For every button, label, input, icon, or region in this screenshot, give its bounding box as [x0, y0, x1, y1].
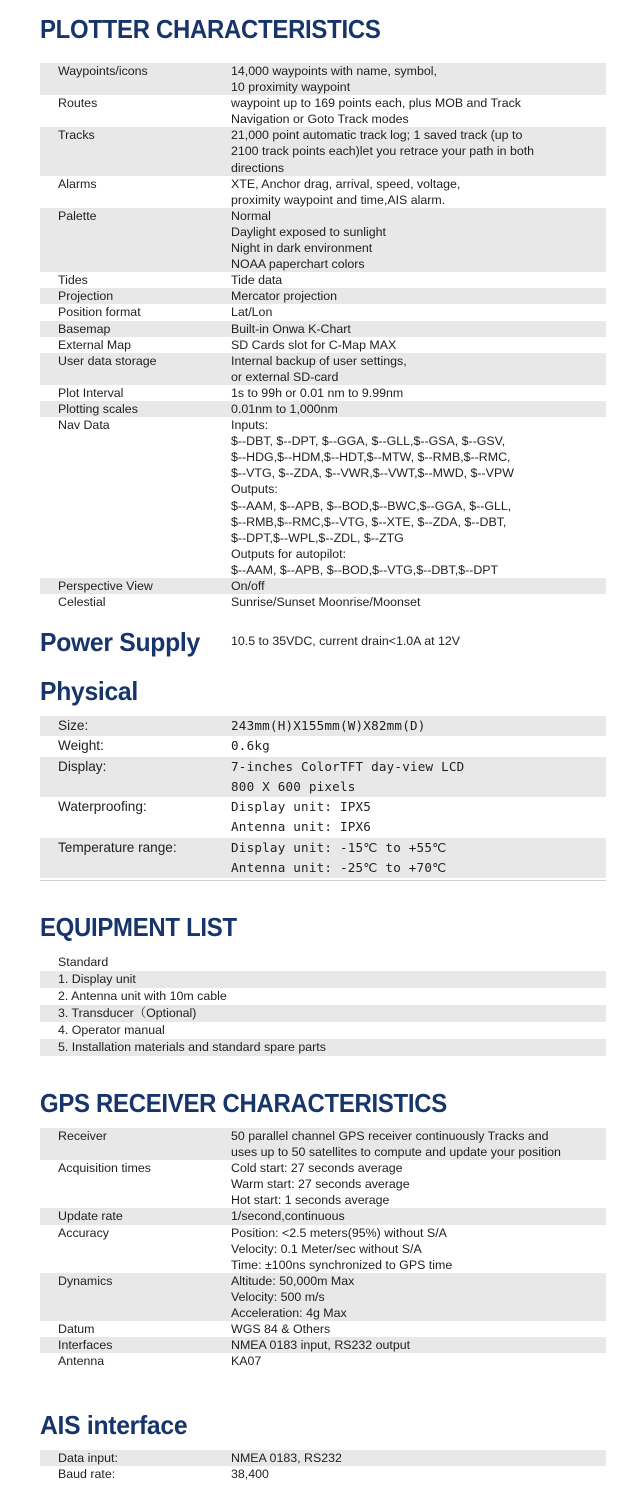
- spec-label: Datum: [40, 1321, 231, 1337]
- spec-value-line: $--DPT,$--WPL,$--ZDL, $--ZTG: [231, 530, 404, 545]
- spec-value-line: Tide data: [231, 273, 283, 288]
- spec-value: [231, 272, 606, 288]
- spec-row: [40, 401, 606, 417]
- spec-label: Alarms: [40, 176, 231, 208]
- spec-value-line: 0.6kg: [231, 738, 270, 754]
- spec-row: [40, 417, 606, 578]
- spec-label: External Map: [40, 337, 231, 353]
- spec-row: [40, 1128, 606, 1160]
- spec-value-line: uses up to 50 satellites to compute and update your position: [231, 1145, 561, 1160]
- spec-value-line: Inputs:: [231, 418, 269, 433]
- spec-row: [40, 797, 606, 838]
- spec-label: Size:: [40, 716, 231, 736]
- spec-value-line: Normal: [231, 208, 271, 223]
- spec-label: Projection: [40, 288, 231, 304]
- spec-value: [231, 797, 606, 838]
- spec-value: [231, 716, 606, 736]
- spec-row: [40, 736, 606, 756]
- spec-value: [231, 401, 606, 417]
- spec-value-line: Navigation or Goto Track modes: [231, 112, 409, 127]
- spec-value-line: Altitude: 50,000m Max: [231, 1273, 355, 1288]
- spec-label: Interfaces: [40, 1337, 231, 1353]
- spec-value-line: Acceleration: 4g Max: [231, 1306, 347, 1321]
- spec-row: [40, 321, 606, 337]
- spec-label: Data input:: [40, 1450, 231, 1466]
- spec-row: [40, 1273, 606, 1321]
- spec-value-line: NMEA 0183, RS232: [231, 1451, 342, 1465]
- spec-label: Tides: [40, 272, 231, 288]
- spec-value-line: Night in dark environment: [231, 241, 373, 256]
- spec-value-line: 50 parallel channel GPS receiver continuously Tracks and: [231, 1129, 549, 1143]
- spec-label: Palette: [40, 208, 231, 272]
- spec-value-line: 1s to 99h or 0.01 nm to 9.99nm: [231, 385, 404, 400]
- spec-value-line: Cold start: 27 seconds average: [231, 1161, 403, 1176]
- spec-row: [40, 304, 606, 320]
- spec-value-line: NOAA paperchart colors: [231, 257, 365, 272]
- spec-value-line: 800 X 600 pixels: [231, 778, 356, 794]
- spec-value-line: 7-inches ColorTFT day-view LCD: [231, 758, 465, 774]
- spec-value-line: 14,000 waypoints with name, symbol,: [231, 64, 437, 78]
- spec-label: Baud rate:: [40, 1466, 231, 1482]
- spec-value: [231, 1128, 606, 1160]
- list-item-text: 1. Display unit: [40, 971, 606, 988]
- spec-label: Tracks: [40, 127, 231, 175]
- spec-row: [40, 385, 606, 401]
- spec-row: [40, 1466, 606, 1482]
- physical-table: [40, 716, 606, 878]
- spec-value: [231, 578, 606, 594]
- spec-value-line: Time: ±100ns synchronized to GPS time: [231, 1257, 453, 1272]
- list-item: [40, 1022, 606, 1039]
- spec-value: [231, 417, 606, 578]
- spec-label: Antenna: [40, 1353, 231, 1369]
- plotter-title: PLOTTER CHARACTERISTICS: [40, 14, 381, 44]
- spec-label: Acquisition times: [40, 1160, 231, 1208]
- spec-label: Temperature range:: [40, 838, 231, 879]
- spec-row: [40, 63, 606, 95]
- spec-label: Dynamics: [40, 1273, 231, 1321]
- spec-value-line: waypoint up to 169 points each, plus MOB and Track: [231, 96, 521, 111]
- list-item-text: 2. Antenna unit with 10m cable: [40, 988, 606, 1005]
- spec-value: [231, 1450, 606, 1466]
- spec-value-line: Internal backup of user settings,: [231, 353, 407, 368]
- spec-label: Weight:: [40, 736, 231, 756]
- spec-value-line: 1/second,continuous: [231, 1209, 345, 1224]
- spec-value-line: Hot start: 1 seconds average: [231, 1193, 390, 1208]
- spec-row: [40, 716, 606, 736]
- spec-value-line: Velocity: 500 m/s: [231, 1289, 325, 1304]
- spec-label: Accuracy: [40, 1225, 231, 1273]
- spec-value-line: Display unit: -15℃ to +55℃: [231, 839, 447, 855]
- gps-table: [40, 1128, 606, 1369]
- spec-value: [231, 1160, 606, 1208]
- spec-row: [40, 127, 606, 175]
- spec-value-line: Outputs:: [231, 482, 278, 497]
- spec-value-line: Warm start: 27 seconds average: [231, 1177, 410, 1192]
- spec-value-line: 38,400: [231, 1467, 269, 1482]
- spec-row: [40, 1353, 606, 1369]
- equipment-title: EQUIPMENT LIST: [40, 912, 237, 942]
- spec-row: [40, 272, 606, 288]
- gps-title: GPS RECEIVER CHARACTERISTICS: [40, 1088, 447, 1118]
- spec-row: [40, 353, 606, 385]
- spec-value: [231, 1466, 606, 1482]
- spec-value-line: Daylight exposed to sunlight: [231, 224, 386, 239]
- spec-row: [40, 1321, 606, 1337]
- spec-value-line: 21,000 point automatic track log; 1 saved track (up to: [231, 128, 523, 143]
- spec-value-line: 243mm(H)X155mm(W)X82mm(D): [231, 718, 426, 733]
- spec-value-line: Sunrise/Sunset Moonrise/Moonset: [231, 595, 421, 610]
- spec-value: [231, 385, 606, 401]
- spec-row: [40, 337, 606, 353]
- spec-label: Nav Data: [40, 417, 231, 578]
- spec-row: [40, 1208, 606, 1224]
- list-item: [40, 1039, 606, 1056]
- spec-value: [231, 63, 606, 95]
- spec-label: Celestial: [40, 594, 231, 610]
- spec-value-line: directions: [231, 160, 285, 175]
- spec-value: [231, 176, 606, 208]
- spec-value-line: $--DBT, $--DPT, $--GGA, $--GLL,$--GSA, $--GSV,: [231, 434, 506, 449]
- spec-row: [40, 176, 606, 208]
- spec-label: Waterproofing:: [40, 797, 231, 838]
- physical-title: Physical: [40, 676, 138, 706]
- spec-value-line: Outputs for autopilot:: [231, 546, 347, 561]
- list-item-text: 3. Transducer（Optional): [40, 1005, 606, 1022]
- spec-value-line: Lat/Lon: [231, 305, 273, 320]
- spec-label: Waypoints/icons: [40, 63, 231, 95]
- list-item: [40, 988, 606, 1005]
- spec-label: Display:: [40, 757, 231, 798]
- spec-label: User data storage: [40, 353, 231, 385]
- power-title: Power Supply: [40, 627, 200, 657]
- list-item-text: Standard: [40, 954, 606, 971]
- spec-value: [231, 1353, 606, 1369]
- spec-value-line: Velocity: 0.1 Meter/sec without S/A: [231, 1241, 422, 1256]
- spec-row: [40, 1450, 606, 1466]
- spec-value-line: Mercator projection: [231, 289, 338, 304]
- spec-value-line: NMEA 0183 input, RS232 output: [231, 1338, 411, 1353]
- spec-row: [40, 95, 606, 127]
- spec-value-line: XTE, Anchor drag, arrival, speed, voltage,: [231, 176, 461, 191]
- spec-label: Plotting scales: [40, 401, 231, 417]
- spec-value-line: On/off: [231, 579, 265, 593]
- spec-value-line: proximity waypoint and time,AIS alarm.: [231, 192, 446, 207]
- spec-value: [231, 1321, 606, 1337]
- list-item: [40, 1005, 606, 1022]
- spec-value-line: Antenna unit: IPX6: [231, 819, 372, 835]
- spec-value-line: $--AAM, $--APB, $--BOD,$--BWC,$--GGA, $--GLL,: [231, 498, 512, 513]
- spec-value: [231, 594, 606, 610]
- spec-value: [231, 304, 606, 320]
- list-item: [40, 971, 606, 988]
- spec-value-line: $--HDG,$--HDM,$--HDT,$--MTW, $--RMB,$--RMC,: [231, 450, 511, 465]
- spec-value-line: Display unit: IPX5: [231, 799, 372, 815]
- spec-value-line: or external SD-card: [231, 369, 339, 384]
- spec-value: [231, 757, 606, 798]
- spec-label: Plot Interval: [40, 385, 231, 401]
- spec-row: [40, 1160, 606, 1208]
- spec-value-line: WGS 84 & Others: [231, 1322, 331, 1337]
- spec-value: [231, 288, 606, 304]
- spec-value: [231, 321, 606, 337]
- spec-value-line: $--AAM, $--APB, $--BOD,$--VTG,$--DBT,$--DPT: [231, 562, 499, 577]
- spec-row: [40, 578, 606, 594]
- ais-table: [40, 1450, 606, 1482]
- spec-row: [40, 1225, 606, 1273]
- equipment-list: [40, 954, 606, 1056]
- spec-value-line: $--VTG, $--ZDA, $--VWR,$--VWT,$--MWD, $--VPW: [231, 466, 514, 481]
- list-item-text: 5. Installation materials and standard spare parts: [40, 1039, 606, 1056]
- spec-value: [231, 1208, 606, 1224]
- spec-value-line: Antenna unit: -25℃ to +70℃: [231, 860, 447, 876]
- spec-value-line: 10 proximity waypoint: [231, 80, 351, 95]
- spec-label: Receiver: [40, 1128, 231, 1160]
- spec-value: [231, 95, 606, 127]
- spec-value-line: SD Cards slot for C-Map MAX: [231, 337, 397, 352]
- spec-row: [40, 757, 606, 798]
- ais-title: AIS interface: [40, 1410, 188, 1440]
- spec-row: [40, 838, 606, 879]
- spec-label: Position format: [40, 304, 231, 320]
- spec-value: [231, 353, 606, 385]
- spec-label: Update rate: [40, 1208, 231, 1224]
- spec-value: [231, 736, 606, 756]
- list-item: [40, 954, 606, 971]
- spec-value: [231, 337, 606, 353]
- plotter-table: [40, 63, 606, 610]
- spec-row: [40, 288, 606, 304]
- spec-value-line: Built-in Onwa K-Chart: [231, 321, 351, 336]
- spec-label: Basemap: [40, 321, 231, 337]
- list-item-text: 4. Operator manual: [40, 1022, 606, 1039]
- spec-value-line: $--RMB,$--RMC,$--VTG, $--XTE, $--ZDA, $--DBT,: [231, 514, 507, 529]
- spec-label: Routes: [40, 95, 231, 127]
- spec-value: [231, 1273, 606, 1321]
- spec-value-line: 2100 track points each)let you retrace your path in both: [231, 144, 535, 159]
- spec-value-line: KA07: [231, 1354, 262, 1369]
- spec-value: [231, 1337, 606, 1353]
- spec-value: [231, 127, 606, 175]
- spec-value-line: 0.01nm to 1,000nm: [231, 401, 338, 416]
- spec-row: [40, 1337, 606, 1353]
- spec-value-line: Position: <2.5 meters(95%) without S/A: [231, 1225, 447, 1240]
- spec-value: [231, 208, 606, 272]
- spec-row: [40, 208, 606, 272]
- power-spec-value: 10.5 to 35VDC, current drain<1.0A at 12V: [231, 634, 461, 648]
- spec-row: [40, 594, 606, 610]
- spec-value: [231, 838, 606, 879]
- spec-value: [231, 1225, 606, 1273]
- spec-label: Perspective View: [40, 578, 231, 594]
